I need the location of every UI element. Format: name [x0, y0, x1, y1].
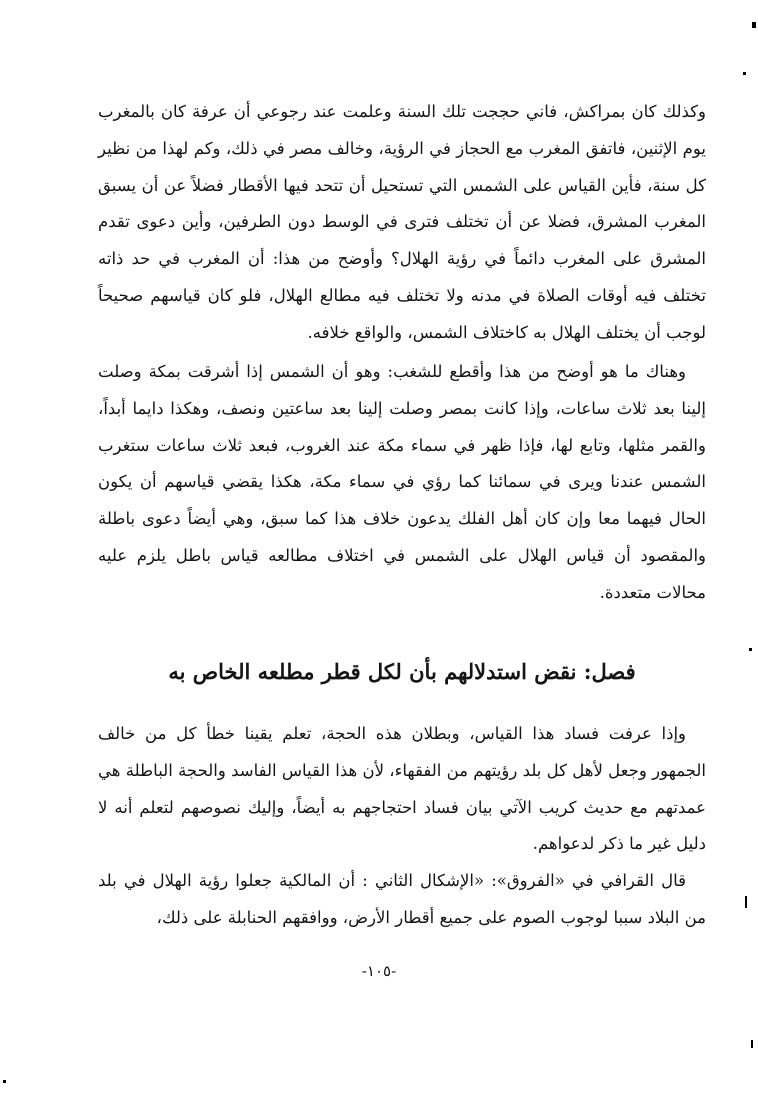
body-paragraph: وكذلك كان بمراكش، فاني حججت تلك السنة وعلمت عند رجوعي أن عرفة كان بالمغرب يوم الإثنين، فاتفق المغرب مع الحجاز في الرؤية، وخالف مصر في ذلك، وكم لهذا من نظير كل سنة، فأين القياس على الشمس التي تستحيل أن تتحد فيها الأقطار فضلاً عن أن يسبق المغرب المشرق، فضلا عن أن تختلف فترى في الوسط دون الطرفين، وأين دعوى تقدم المشرق على المغرب دائماً في رؤية الهلال؟ وأوضح من هذا: أن المغرب في حد ذاته تختلف فيه أوقات الصلاة في مدنه ولا تختلف فيه مطالع الهلال، فلو كان قياسهم صحيحاً لوجب أن يختلف الهلال به كاختلاف الشمس، والواقع خلافه. — [98, 102, 706, 342]
body-paragraph: وإذا عرفت فساد هذا القياس، وبطلان هذه الحجة، تعلم يقينا خطأ كل من خالف الجمهور وجعل لأهل كل بلد رؤيتهم من الفقهاء، لأن هذا القياس الفاسد والحجة الباطلة هي عمدتهم مع حديث كريب الآتي بيان فساد احتجاجهم به أيضاً، وإليك نصوصهم لتعلم أنه لا دليل غير ما ذكر لدعواهم. — [98, 724, 706, 854]
scan-speck — [751, 1040, 753, 1048]
page-number: -١٠٥- — [361, 962, 397, 980]
scan-speck — [743, 72, 746, 75]
scan-speck — [749, 648, 752, 651]
section-heading: فصل: نقض استدلالهم بأن لكل قطر مطلعه الخاص به — [168, 659, 636, 684]
scan-speck — [745, 896, 747, 908]
scan-speck — [752, 22, 756, 28]
body-paragraph: وهناك ما هو أوضح من هذا وأقطع للشغب: وهو أن الشمس إذا أشرقت بمكة وصلت إلينا بعد ثلاث ساعات، وإذا كانت بمصر وصلت إلينا بعد ساعتين ونصف، وهكذا دايما أبداً، والقمر مثلها، وتابع لها، فإذا ظهر في سماء مكة عند الغروب، فبعد ثلاث ساعات ستغرب الشمس عندنا ويرى في سمائنا كما رؤي في سماء مكة، هكذا يقضي قياسهم أن يكون الحال فيهما معا وإن كان أهل الفلك يدعون خلاف هذا كما سبق، وهي أيضاً دعوى باطلة والمقصود أن قياس الهلال على الشمس في اختلاف مطالعه قياس باطل يلزم عليه محالات متعددة. — [98, 362, 706, 602]
scan-speck — [3, 1080, 6, 1083]
body-paragraph: قال القرافي في «الفروق»: «الإشكال الثاني : أن المالكية جعلوا رؤية الهلال في بلد من البلاد سببا لوجوب الصوم على جميع أقطار الأرض، ووافقهم الحنابلة على ذلك، — [98, 871, 706, 927]
